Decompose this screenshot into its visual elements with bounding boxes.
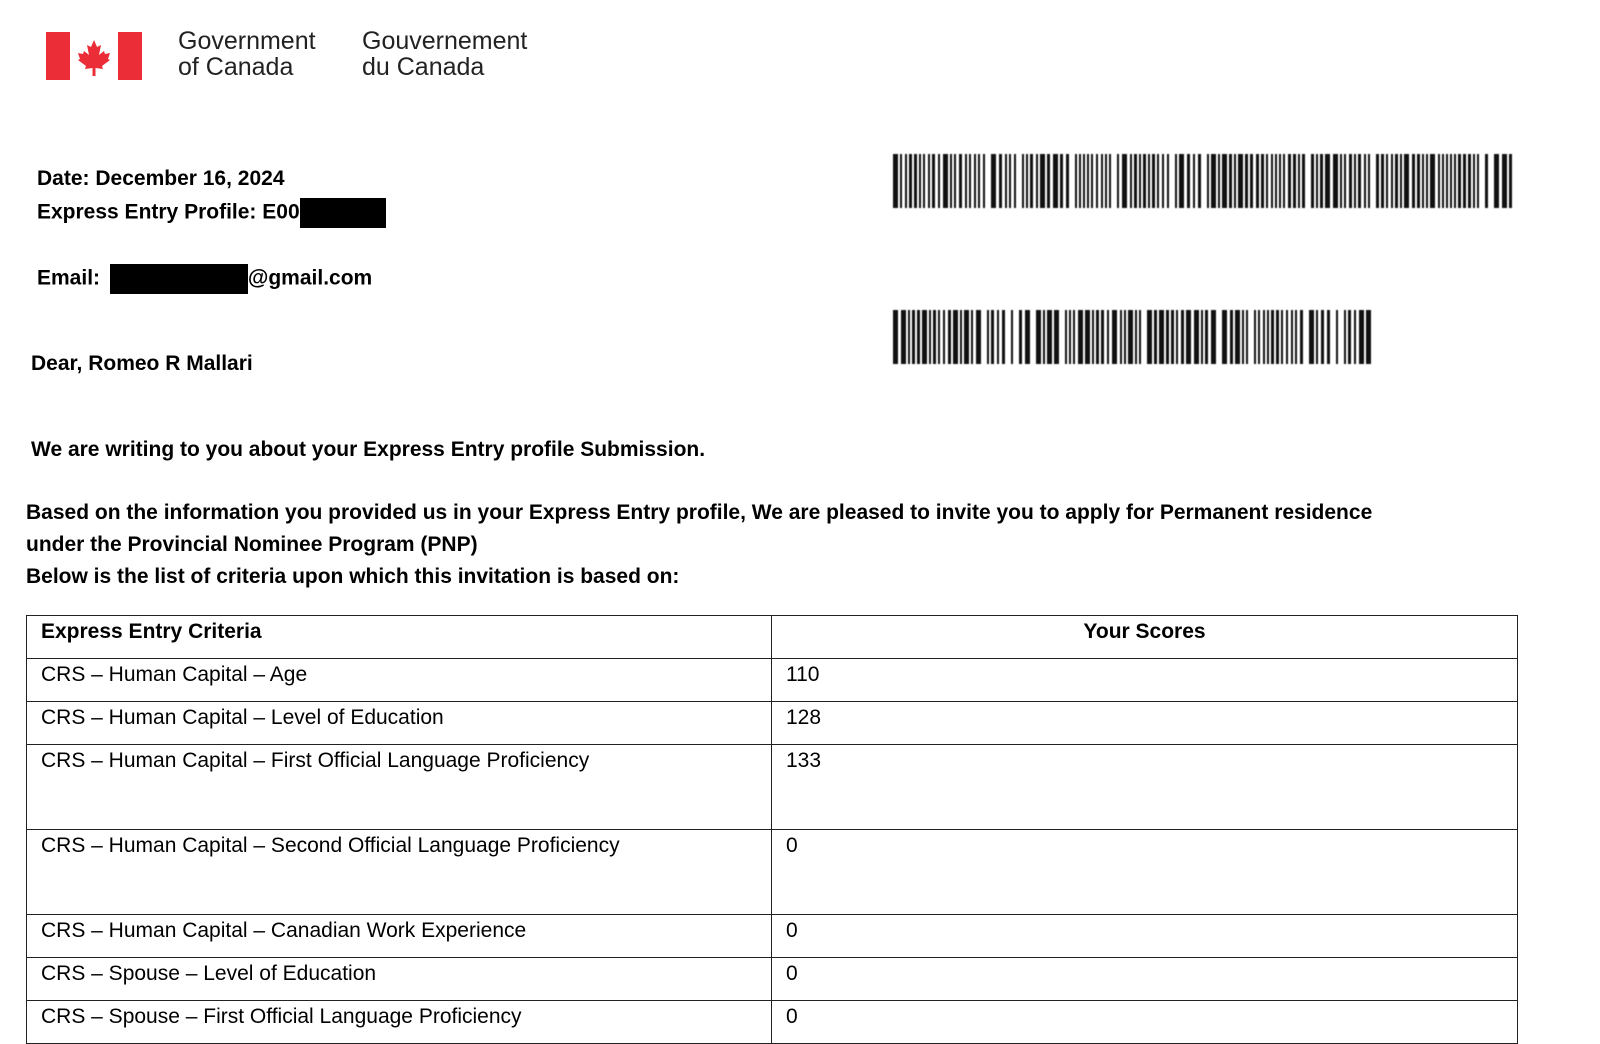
email-domain: @gmail.com xyxy=(247,266,373,290)
barcode-bar xyxy=(1438,154,1440,208)
body-line-1: Based on the information you provided us in your Express Entry profile, We are pleased to invite you to apply for Permanent residence xyxy=(26,501,1373,524)
barcode-bar xyxy=(1162,154,1164,208)
barcode-bar xyxy=(1302,154,1305,208)
barcode-bar xyxy=(1291,310,1293,364)
barcode-bar xyxy=(1091,154,1093,208)
barcode-bar xyxy=(1271,154,1273,208)
barcode-bar xyxy=(1391,154,1393,208)
barcode-bar xyxy=(1298,154,1300,208)
email-label: Email: xyxy=(37,266,101,290)
barcode-bar xyxy=(1261,154,1264,208)
barcode-bar xyxy=(978,154,980,208)
barcode-bar xyxy=(1222,310,1227,364)
barcode-bar xyxy=(1422,154,1424,208)
barcode-bar xyxy=(1066,154,1069,208)
barcode-bar xyxy=(1327,310,1330,364)
barcode-bar xyxy=(1263,310,1265,364)
barcode-bar xyxy=(1300,310,1303,364)
barcode-bar xyxy=(1386,154,1388,208)
barcode-bar xyxy=(1122,154,1127,208)
barcode-bar xyxy=(1198,154,1201,208)
barcode-bar xyxy=(1040,154,1045,208)
barcode-bar xyxy=(1404,154,1409,208)
barcode-bar xyxy=(1043,310,1045,364)
barcode-bar xyxy=(999,154,1002,208)
barcode-bar xyxy=(1359,310,1364,364)
barcode-bar xyxy=(976,310,981,364)
criteria-cell: CRS – Human Capital – Second Official Language Proficiency xyxy=(27,830,772,915)
barcode-bar xyxy=(1186,310,1191,364)
barcode-bar xyxy=(1276,310,1279,364)
barcode-bar xyxy=(1258,310,1260,364)
barcode-bar xyxy=(1381,154,1384,208)
barcode-top-image xyxy=(893,154,1515,208)
score-cell: 0 xyxy=(772,830,1518,915)
barcode-bar xyxy=(1395,154,1398,208)
barcode-bar xyxy=(1167,154,1169,208)
barcode-bar xyxy=(1148,154,1150,208)
score-cell: 0 xyxy=(772,1001,1518,1044)
barcode-bar xyxy=(1201,310,1203,364)
barcode-bar xyxy=(960,310,962,364)
barcode-bar xyxy=(983,154,985,208)
barcode-bar xyxy=(1176,310,1178,364)
barcode-bar xyxy=(919,154,921,208)
criteria-cell: CRS – Human Capital – First Official Language Proficiency xyxy=(27,745,772,830)
barcode-bar xyxy=(1246,310,1248,364)
barcode-bar xyxy=(1288,154,1291,208)
barcode-bar xyxy=(1193,154,1195,208)
barcode-bar xyxy=(971,310,973,364)
profile-line xyxy=(37,198,386,228)
barcode-bar xyxy=(1376,154,1379,208)
barcode-bar xyxy=(1358,154,1361,208)
criteria-cell: CRS – Human Capital – Age xyxy=(27,659,772,702)
barcode-bar xyxy=(1229,154,1232,208)
table-row xyxy=(27,1001,1518,1044)
barcode-bar xyxy=(1109,154,1111,208)
barcode-bar xyxy=(1101,310,1104,364)
barcode-bar xyxy=(1293,154,1296,208)
barcode-bar xyxy=(1030,154,1033,208)
barcode-bar xyxy=(1152,154,1155,208)
barcode-bar xyxy=(1311,154,1314,208)
barcode-bar xyxy=(929,310,931,364)
canada-flag-icon xyxy=(46,32,142,80)
table-row xyxy=(27,958,1518,1001)
barcode-bar xyxy=(1139,154,1141,208)
email-redaction xyxy=(110,264,248,294)
profile-number-prefix: E00 xyxy=(262,200,300,224)
barcode-bar xyxy=(1124,310,1126,364)
barcode-bar xyxy=(917,310,920,364)
barcode-bar xyxy=(1368,154,1370,208)
barcode-bar xyxy=(905,154,907,208)
barcode-bar xyxy=(1154,310,1157,364)
barcode-bar xyxy=(959,154,962,208)
barcode-bar xyxy=(1157,154,1159,208)
wordmark-french-line1: Gouvernement xyxy=(362,27,528,55)
barcode-bar xyxy=(1271,310,1274,364)
barcode-bar xyxy=(1279,154,1281,208)
barcode-bar xyxy=(954,154,956,208)
barcode-bar xyxy=(991,310,994,364)
body-line-3: Below is the list of criteria upon which this invitation is based on: xyxy=(26,565,680,588)
barcode-bar xyxy=(1096,310,1099,364)
barcode-bar xyxy=(1286,310,1288,364)
wordmark-english-line2: of Canada xyxy=(178,53,294,81)
barcode-bar xyxy=(943,154,948,208)
barcode-bar xyxy=(1235,310,1240,364)
barcode-bar xyxy=(1234,154,1236,208)
score-cell: 0 xyxy=(772,958,1518,1001)
barcode-bar xyxy=(1036,154,1038,208)
barcode-bar xyxy=(1283,154,1285,208)
barcode-bar xyxy=(1477,154,1479,208)
greeting: Dear, Romeo R Mallari xyxy=(31,352,253,375)
barcode-bar xyxy=(1135,310,1137,364)
barcode-bar xyxy=(1494,154,1499,208)
criteria-cell: CRS – Human Capital – Level of Education xyxy=(27,702,772,745)
barcode-bar xyxy=(1117,154,1119,208)
barcode-bar xyxy=(923,154,925,208)
barcode-bar xyxy=(1320,154,1323,208)
barcode-bar xyxy=(1166,310,1169,364)
barcode-bar xyxy=(1348,310,1351,364)
barcode-bar xyxy=(1336,310,1338,364)
date-label: Date: xyxy=(37,167,90,190)
barcode-bar xyxy=(1171,310,1174,364)
barcode-bar xyxy=(1426,154,1428,208)
barcode-bar xyxy=(1025,310,1030,364)
barcode-bar xyxy=(1309,310,1314,364)
score-cell: 133 xyxy=(772,745,1518,830)
barcode-bar xyxy=(1430,154,1435,208)
barcode-bar xyxy=(1218,154,1220,208)
barcode-bar xyxy=(1207,154,1209,208)
barcode-bar xyxy=(914,154,917,208)
barcode-bar xyxy=(932,154,935,208)
barcode-bar xyxy=(900,154,902,208)
barcode-bar xyxy=(1194,310,1199,364)
barcode-bar xyxy=(1344,310,1346,364)
barcode-bar xyxy=(1205,310,1208,364)
barcode-bar xyxy=(1400,154,1402,208)
wordmark-english xyxy=(178,28,316,80)
barcode-bar xyxy=(1463,154,1466,208)
email-line xyxy=(37,264,372,294)
barcode-bar xyxy=(912,310,915,364)
barcode-bar xyxy=(909,154,912,208)
header-scores: Your Scores xyxy=(772,616,1518,659)
table-header-row xyxy=(27,616,1518,659)
barcode-bar xyxy=(1412,154,1415,208)
barcode-bar xyxy=(1316,310,1318,364)
barcode-bar xyxy=(1105,154,1107,208)
barcode-bar xyxy=(1112,310,1117,364)
barcode-bar xyxy=(922,310,927,364)
date-line xyxy=(37,166,285,192)
profile-label: Express Entry Profile: xyxy=(37,200,257,224)
barcode-bottom-image xyxy=(893,310,1377,364)
barcode-bar xyxy=(1266,154,1268,208)
barcode-bar xyxy=(1267,310,1269,364)
barcode-bar xyxy=(1069,310,1071,364)
barcode-bar xyxy=(1417,154,1420,208)
barcode-bar xyxy=(1349,154,1352,208)
barcode-bar xyxy=(1222,154,1227,208)
barcode-bar xyxy=(1366,310,1371,364)
barcode-bar xyxy=(928,154,930,208)
table-row xyxy=(27,830,1518,915)
barcode-bar xyxy=(1085,310,1090,364)
barcode-bar xyxy=(1230,310,1233,364)
barcode-bar xyxy=(1005,154,1007,208)
score-cell: 128 xyxy=(772,702,1518,745)
barcode-bar xyxy=(1354,154,1356,208)
barcode-bar xyxy=(1344,154,1346,208)
barcode-bar xyxy=(1333,154,1338,208)
barcode-bar xyxy=(893,154,898,208)
barcode-bar xyxy=(1454,154,1456,208)
barcode-bar xyxy=(1473,154,1475,208)
barcode-bar xyxy=(1316,154,1318,208)
barcode-bar xyxy=(1238,154,1243,208)
barcode-bar xyxy=(1275,154,1277,208)
barcode-bar xyxy=(1509,154,1512,208)
barcode-bar xyxy=(938,310,940,364)
barcode-bar xyxy=(1128,310,1133,364)
barcode-bar xyxy=(1354,310,1356,364)
barcode-bar xyxy=(997,310,999,364)
table-row xyxy=(27,659,1518,702)
body-line-2: under the Provincial Nominee Program (PNP) xyxy=(26,533,478,556)
barcode-bar xyxy=(1130,154,1132,208)
barcode-bar xyxy=(1014,154,1016,208)
barcode-bar xyxy=(893,310,898,364)
table-row xyxy=(27,702,1518,745)
barcode-bar xyxy=(1485,154,1488,208)
barcode-bar xyxy=(1083,154,1085,208)
barcode-bar xyxy=(1054,310,1059,364)
barcode-bar xyxy=(1087,154,1089,208)
barcode-bar xyxy=(1250,154,1253,208)
barcode-bar xyxy=(1242,310,1244,364)
barcode-bar xyxy=(1175,154,1177,208)
barcode-bar xyxy=(1075,154,1077,208)
barcode-bar xyxy=(1079,154,1081,208)
barcode-bar xyxy=(1254,310,1256,364)
barcode-bar xyxy=(1060,154,1063,208)
barcode-bar xyxy=(1143,154,1146,208)
header-criteria: Express Entry Criteria xyxy=(27,616,772,659)
barcode-bar xyxy=(1458,154,1461,208)
barcode-bottom xyxy=(893,310,1377,364)
barcode-bar xyxy=(1101,154,1103,208)
barcode-bar xyxy=(1147,310,1152,364)
barcode-bar xyxy=(1096,154,1098,208)
barcode-bar xyxy=(948,310,951,364)
barcode-bar xyxy=(1187,154,1190,208)
barcode-bar xyxy=(1450,154,1452,208)
barcode-bar xyxy=(1442,154,1444,208)
score-cell: 110 xyxy=(772,659,1518,702)
barcode-bar xyxy=(1502,154,1507,208)
barcode-bar xyxy=(1036,310,1041,364)
barcode-bar xyxy=(1256,154,1259,208)
barcode-bar xyxy=(969,154,971,208)
wordmark-french-line2: du Canada xyxy=(362,53,485,81)
barcode-bar xyxy=(1019,310,1022,364)
barcode-bar xyxy=(1159,310,1164,364)
barcode-bar xyxy=(901,310,906,364)
barcode-bar xyxy=(1011,310,1013,364)
barcode-bar xyxy=(1211,310,1216,364)
criteria-table xyxy=(26,615,1518,1044)
barcode-bar xyxy=(1065,310,1067,364)
table-row xyxy=(27,745,1518,830)
barcode-bar xyxy=(1325,154,1330,208)
barcode-bar xyxy=(908,310,910,364)
barcode-bar xyxy=(933,310,936,364)
barcode-bar xyxy=(1092,310,1094,364)
barcode-bar xyxy=(987,310,989,364)
barcode-bar xyxy=(1139,310,1141,364)
barcode-bar xyxy=(1446,154,1448,208)
barcode-bar xyxy=(991,154,996,208)
barcode-bar xyxy=(1281,310,1283,364)
barcode-bar xyxy=(953,310,958,364)
barcode-bar xyxy=(1181,310,1184,364)
barcode-top xyxy=(893,154,1515,208)
barcode-bar xyxy=(1047,310,1052,364)
barcode-bar xyxy=(938,154,940,208)
barcode-bar xyxy=(1211,154,1216,208)
barcode-bar xyxy=(1295,310,1297,364)
barcode-bar xyxy=(1022,154,1024,208)
barcode-bar xyxy=(1120,310,1122,364)
barcode-bar xyxy=(1134,154,1137,208)
barcode-bar xyxy=(1321,310,1324,364)
barcode-bar xyxy=(1026,154,1028,208)
barcode-bar xyxy=(1078,310,1083,364)
criteria-cell: CRS – Spouse – First Official Language Proficiency xyxy=(27,1001,772,1044)
barcode-bar xyxy=(1468,154,1471,208)
barcode-bar xyxy=(965,154,967,208)
barcode-bar xyxy=(1245,154,1248,208)
criteria-cell: CRS – Human Capital – Canadian Work Experience xyxy=(27,915,772,958)
table-row xyxy=(27,915,1518,958)
barcode-bar xyxy=(943,310,945,364)
barcode-bar xyxy=(950,154,952,208)
barcode-bar xyxy=(1009,154,1011,208)
barcode-bar xyxy=(1179,154,1184,208)
barcode-bar xyxy=(1364,154,1366,208)
barcode-bar xyxy=(1053,154,1058,208)
barcode-bar xyxy=(1073,310,1075,364)
wordmark-french xyxy=(362,28,527,80)
date-value: December 16, 2024 xyxy=(95,167,285,190)
barcode-bar xyxy=(1047,154,1050,208)
barcode-bar xyxy=(1107,310,1109,364)
wordmark-english-line1: Government xyxy=(178,27,316,55)
barcode-bar xyxy=(1340,154,1342,208)
barcode-bar xyxy=(964,310,969,364)
criteria-cell: CRS – Spouse – Level of Education xyxy=(27,958,772,1001)
score-cell: 0 xyxy=(772,915,1518,958)
barcode-bar xyxy=(1002,310,1005,364)
barcode-bar xyxy=(974,154,976,208)
intro-sentence: We are writing to you about your Express Entry profile Submission. xyxy=(31,438,706,461)
profile-number-redaction xyxy=(300,198,386,228)
